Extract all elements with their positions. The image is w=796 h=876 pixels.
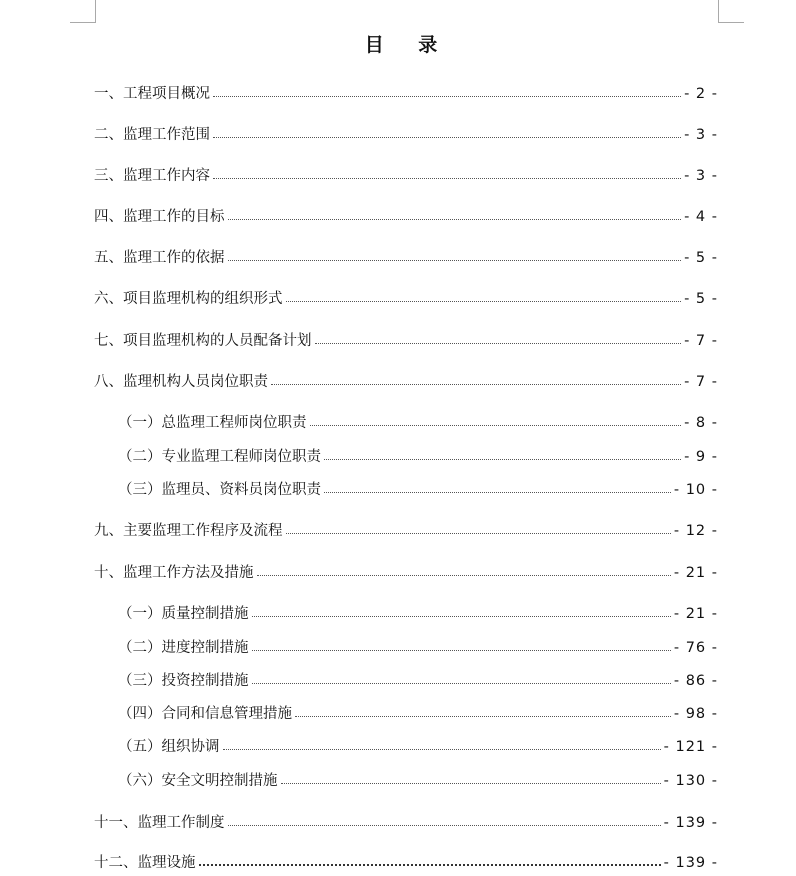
toc-subentry[interactable] (118, 771, 718, 791)
toc-title: 目 录 (364, 34, 452, 56)
toc-dot-leader (257, 574, 671, 576)
toc-subentry[interactable] (118, 638, 718, 658)
toc-dot-leader (252, 682, 671, 684)
toc-dot-leader (324, 458, 681, 460)
toc-entry-label: 八、监理机构人员岗位职责 (94, 374, 268, 390)
toc-entry[interactable] (94, 563, 718, 583)
toc-dot-leader (324, 491, 671, 493)
toc-entry-page: - 8 - (684, 415, 718, 431)
toc-entry-label: 四、监理工作的目标 (94, 209, 225, 225)
toc-entry-label: （二）进度控制措施 (118, 640, 249, 656)
toc-subentry[interactable] (118, 604, 718, 624)
toc-entry-page: - 76 - (673, 640, 718, 656)
toc-dot-leader (281, 782, 661, 784)
toc-dot-leader (271, 383, 681, 385)
toc-subentry[interactable] (118, 480, 718, 500)
toc-dot-leader (228, 218, 682, 220)
toc-entry-page: - 12 - (673, 523, 718, 539)
toc-entry[interactable] (94, 813, 718, 833)
toc-entry[interactable] (94, 853, 718, 873)
toc-entry-label: （四）合同和信息管理措施 (118, 706, 292, 722)
toc-entry-label: （二）专业监理工程师岗位职责 (118, 449, 321, 465)
toc-entry-page: - 5 - (684, 250, 718, 266)
toc-entry-page: - 86 - (673, 673, 718, 689)
toc-entry-page: - 139 - (663, 855, 718, 871)
toc-entry-label: （五）组织协调 (118, 739, 220, 755)
toc-dot-leader (228, 824, 661, 826)
toc-entry-label: （一）总监理工程师岗位职责 (118, 415, 307, 431)
toc-entry-page: - 21 - (673, 565, 718, 581)
toc-dot-leader (213, 136, 681, 138)
toc-entry-label: （六）安全文明控制措施 (118, 773, 278, 789)
toc-dot-leader (252, 649, 671, 651)
toc-entry[interactable] (94, 289, 718, 309)
toc-entry[interactable] (94, 521, 718, 541)
toc-entry-label: 六、项目监理机构的组织形式 (94, 291, 283, 307)
toc-entry-page: - 139 - (663, 815, 718, 831)
toc-entry-label: 十、监理工作方法及措施 (94, 565, 254, 581)
toc-entry[interactable] (94, 248, 718, 268)
toc-dot-leader (223, 748, 661, 750)
toc-entry-page: - 2 - (684, 86, 718, 102)
toc-entry-label: （三）监理员、资料员岗位职责 (118, 482, 321, 498)
toc-entry-page: - 7 - (684, 374, 718, 390)
toc-entry-label: 九、主要监理工作程序及流程 (94, 523, 283, 539)
toc-entry-label: 二、监理工作范围 (94, 127, 210, 143)
toc-entry-page: - 130 - (663, 773, 718, 789)
toc-entry[interactable] (94, 125, 718, 145)
toc-entry-page: - 3 - (684, 127, 718, 143)
toc-entry-label: 一、工程项目概况 (94, 86, 210, 102)
toc-subentry[interactable] (118, 737, 718, 757)
toc-dot-leader (199, 863, 661, 866)
toc-dot-leader (213, 95, 681, 97)
toc-entry-label: 三、监理工作内容 (94, 168, 210, 184)
toc-entry-label: （三）投资控制措施 (118, 673, 249, 689)
toc-entry-page: - 7 - (684, 333, 718, 349)
toc-entry-label: 七、项目监理机构的人员配备计划 (94, 333, 312, 349)
toc-dot-leader (315, 342, 682, 344)
toc-entry-page: - 9 - (684, 449, 718, 465)
toc-entry[interactable] (94, 372, 718, 392)
toc-dot-leader (295, 715, 671, 717)
toc-entry-page: - 5 - (684, 291, 718, 307)
toc-entry[interactable] (94, 84, 718, 104)
toc-entry-page: - 3 - (684, 168, 718, 184)
toc-entry-label: 十二、监理设施 (94, 855, 196, 871)
toc-entry-page: - 21 - (673, 606, 718, 622)
toc-dot-leader (310, 424, 682, 426)
toc-entry-page: - 4 - (684, 209, 718, 225)
toc-subentry[interactable] (118, 671, 718, 691)
toc-dot-leader (286, 300, 682, 302)
toc-subentry[interactable] (118, 413, 718, 433)
toc-entry[interactable] (94, 166, 718, 186)
toc-subentry[interactable] (118, 447, 718, 467)
toc-dot-leader (286, 532, 671, 534)
toc-entry-page: - 10 - (673, 482, 718, 498)
toc-entry[interactable] (94, 331, 718, 351)
toc-entry-label: （一）质量控制措施 (118, 606, 249, 622)
toc-entry-label: 五、监理工作的依据 (94, 250, 225, 266)
toc-entry[interactable] (94, 207, 718, 227)
toc-dot-leader (252, 615, 671, 617)
toc-subentry[interactable] (118, 704, 718, 724)
toc-dot-leader (228, 259, 682, 261)
toc-dot-leader (213, 177, 681, 179)
toc-entry-page: - 98 - (673, 706, 718, 722)
toc-entry-label: 十一、监理工作制度 (94, 815, 225, 831)
toc-entry-page: - 121 - (663, 739, 718, 755)
